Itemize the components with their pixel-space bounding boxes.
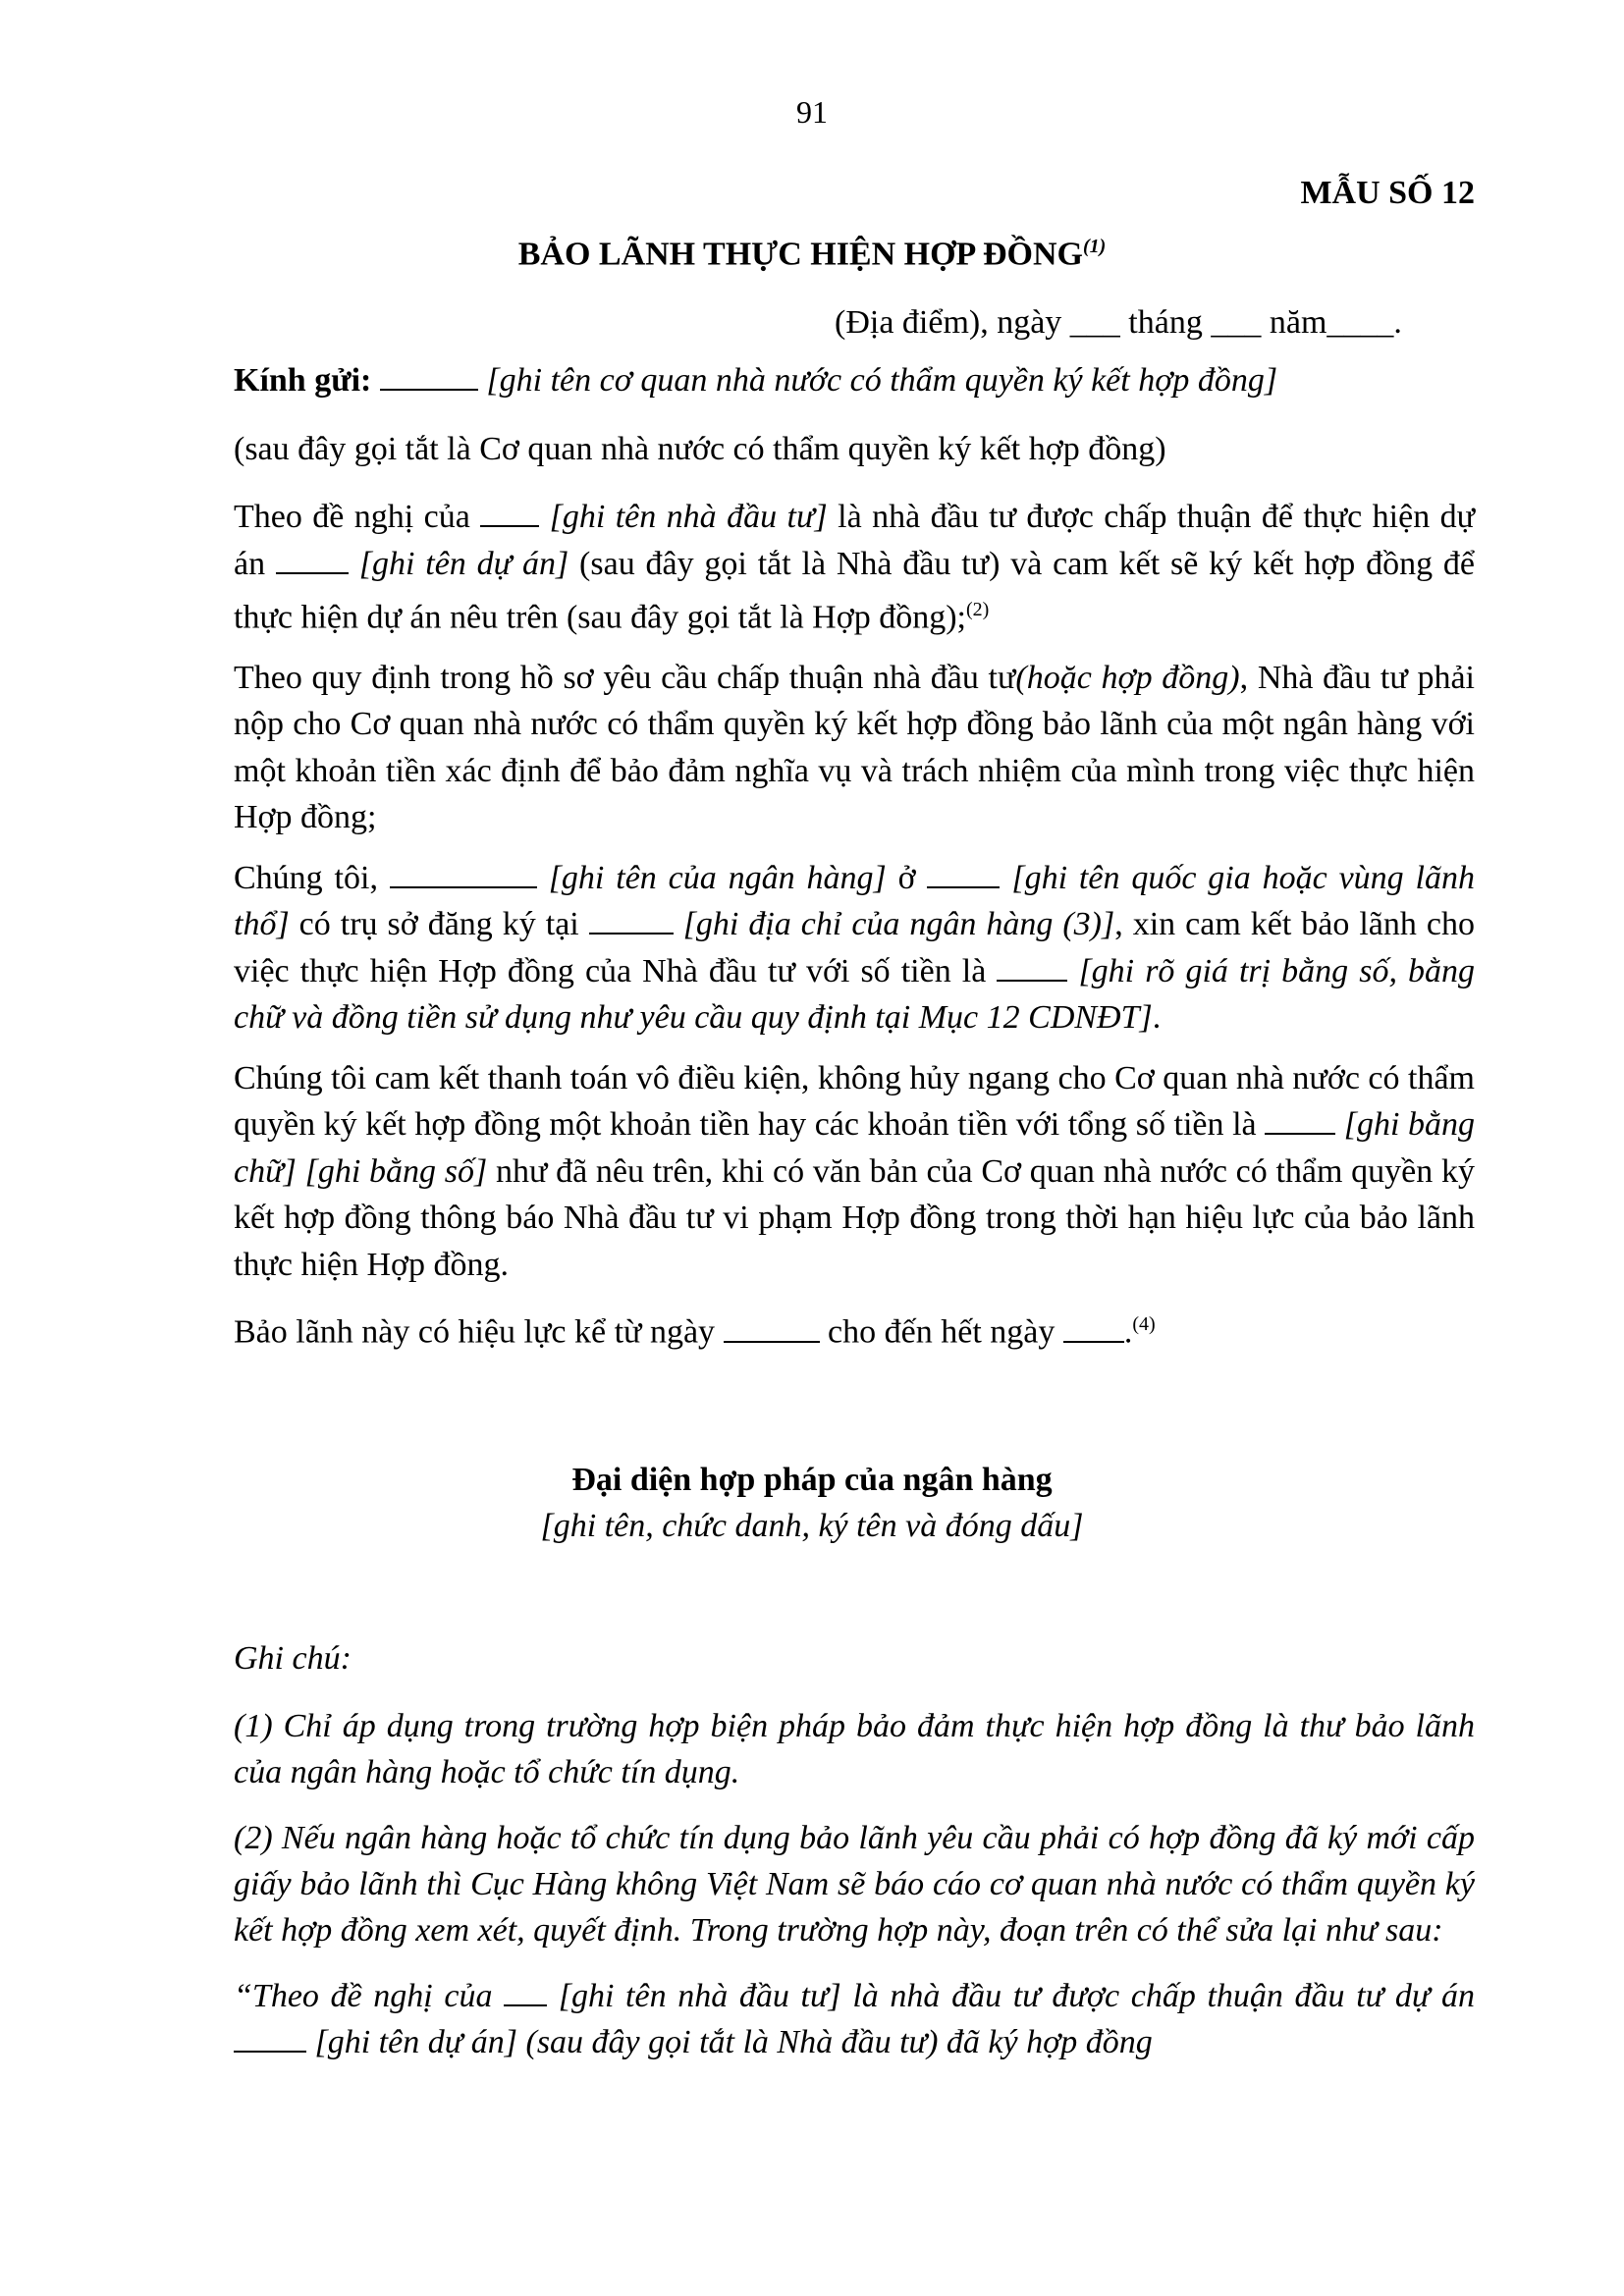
- blank-field: [1265, 1105, 1335, 1135]
- notes-heading: Ghi chú:: [234, 1640, 352, 1677]
- footnote-ref-4: (4): [1132, 1313, 1156, 1336]
- blank-field: [234, 2023, 306, 2053]
- notes-section: [234, 1635, 1475, 2085]
- paragraph-request: [234, 494, 1475, 641]
- title-footnote-ref: (1): [1082, 236, 1107, 257]
- blank-field: [1063, 1313, 1124, 1343]
- recipient-line: [234, 357, 1475, 404]
- bank-text-4: , xin cam kết bảo lãnh cho việc thực hiện Hợp đồng của Nhà đầu tư với số tiền là: [234, 906, 1475, 989]
- recipient-placeholder: [ghi tên cơ quan nhà nước có thẩm quyền ký kết hợp đồng]: [486, 362, 1278, 399]
- project-placeholder: [ghi tên dự án]: [358, 545, 569, 582]
- footnote-ref-2: (2): [965, 599, 990, 620]
- rule-italic: (hoặc hợp đồng): [1015, 659, 1240, 696]
- request-text-3: (sau đây gọi tắt là Nhà đầu tư) và cam kết sẽ ký kết hợp đồng để thực hiện dự án nêu trên (sau đây gọi tắt là Hợp đồng);: [234, 545, 1476, 636]
- validity-text-3: .: [1123, 1313, 1133, 1351]
- bank-name-placeholder: [ghi tên của ngân hàng]: [548, 859, 887, 896]
- paragraph-commitment: [234, 1055, 1475, 1289]
- note-1: (1) Chỉ áp dụng trong trường hợp biện pháp bảo đảm thực hiện hợp đồng là thư bảo lãnh của ngân hàng hoặc tổ chức tín dụng.: [234, 1708, 1475, 1790]
- bank-text-3: có trụ sở đăng ký tại: [298, 906, 579, 943]
- bank-text-1: Chúng tôi,: [234, 859, 378, 896]
- rule-text-2: , Nhà đầu tư phải nộp cho Cơ quan nhà nước có thẩm quyền ký kết hợp đồng bảo lãnh của một ngân hàng với một khoản tiền xác định để bảo đảm nghĩa vụ và trách nhiệm của mình trong việc thực hiện Hợp đồng;: [234, 659, 1475, 836]
- recipient-alias: (sau đây gọi tắt là Cơ quan nhà nước có thẩm quyền ký kết hợp đồng): [234, 430, 1166, 467]
- document-body: [234, 357, 1475, 1369]
- signature-block: [0, 1457, 1624, 1549]
- blank-field: [997, 952, 1067, 982]
- title-text: BẢO LÃNH THỰC HIỆN HỢP ĐỒNG: [517, 236, 1083, 273]
- paragraph-validity: [234, 1302, 1475, 1356]
- country-placeholder: [ghi tên quốc gia hoặc vùng lãnh thổ]: [234, 859, 1475, 943]
- blank-field: [480, 498, 539, 527]
- commit-text-2: như đã nêu trên, khi có văn bản của Cơ quan nhà nước có thẩm quyền ký kết hợp đồng thông báo Nhà đầu tư vi phạm Hợp đồng trong thời hạn hiệu lực của bảo lãnh thực hiện Hợp đồng.: [234, 1152, 1475, 1283]
- validity-text-1: Bảo lãnh này có hiệu lực kể từ ngày: [234, 1313, 716, 1351]
- blank-field: [380, 361, 478, 391]
- recipient-label: Kính gửi:: [234, 362, 372, 399]
- commit-text-1: Chúng tôi cam kết thanh toán vô điều kiện, không hủy ngang cho Cơ quan nhà nước có thẩm quyền ký kết hợp đồng một khoản tiền hay các khoản tiền với tổng số tiền là: [234, 1059, 1475, 1144]
- blank-field: [390, 859, 537, 888]
- document-title: [0, 236, 1624, 273]
- paragraph-bank: [234, 855, 1475, 1041]
- note-2: (2) Nếu ngân hàng hoặc tổ chức tín dụng bảo lãnh yêu cầu phải có hợp đồng đã ký mới cấp giấy bảo lãnh thì Cục Hàng không Việt Nam sẽ báo cáo cơ quan nhà nước có thẩm quyền ký kết hợp đồng xem xét, quyết định. Trong trường hợp này, đoạn trên có thể sửa lại như sau:: [234, 1820, 1475, 1949]
- note-3: [234, 1973, 1475, 2065]
- blank-field: [724, 1313, 820, 1343]
- date-line: (Địa điểm), ngày ___ tháng ___ năm____.: [835, 304, 1402, 341]
- validity-text-2: cho đến hết ngày: [828, 1313, 1056, 1351]
- blank-field: [504, 1977, 547, 2006]
- rule-text-1: Theo quy định trong hồ sơ yêu cầu chấp thuận nhà đầu tư: [234, 659, 1016, 696]
- blank-field: [927, 859, 1000, 888]
- paragraph-rule: [234, 655, 1475, 841]
- blank-field: [276, 545, 349, 574]
- bank-text-2: ở: [897, 859, 916, 896]
- signature-label: Đại diện hợp pháp của ngân hàng: [571, 1462, 1053, 1498]
- signature-instruction: [ghi tên, chức danh, ký tên và đóng dấu]: [540, 1508, 1084, 1544]
- address-placeholder: [ghi địa chỉ của ngân hàng (3)]: [682, 906, 1115, 943]
- request-text-2: là nhà đầu tư được chấp thuận để thực hiện dự án: [234, 499, 1476, 582]
- page-number: 91: [796, 94, 828, 130]
- amount-placeholder: [ghi rõ giá trị bằng số, bằng chữ và đồng tiền sử dụng như yêu cầu quy định tại Mục 12 CDNĐT]: [234, 952, 1476, 1037]
- note-3-text-2: [ghi tên nhà đầu tư] là nhà đầu tư được chấp thuận đầu tư dự án: [558, 1978, 1475, 2014]
- note-3-text-1: “Theo đề nghị của: [234, 1978, 493, 2014]
- form-number: MẪU SỐ 12: [1300, 175, 1475, 211]
- investor-placeholder: [ghi tên nhà đầu tư]: [549, 499, 828, 535]
- total-amount-placeholder: [ghi bằng chữ] [ghi bằng số]: [234, 1106, 1475, 1190]
- bank-text-5: .: [1152, 999, 1162, 1037]
- note-3-text-3: [ghi tên dự án] (sau đây gọi tắt là Nhà đầu tư) đã ký hợp đồng: [314, 2024, 1153, 2060]
- blank-field: [589, 905, 674, 934]
- request-text-1: Theo đề nghị của: [234, 499, 470, 535]
